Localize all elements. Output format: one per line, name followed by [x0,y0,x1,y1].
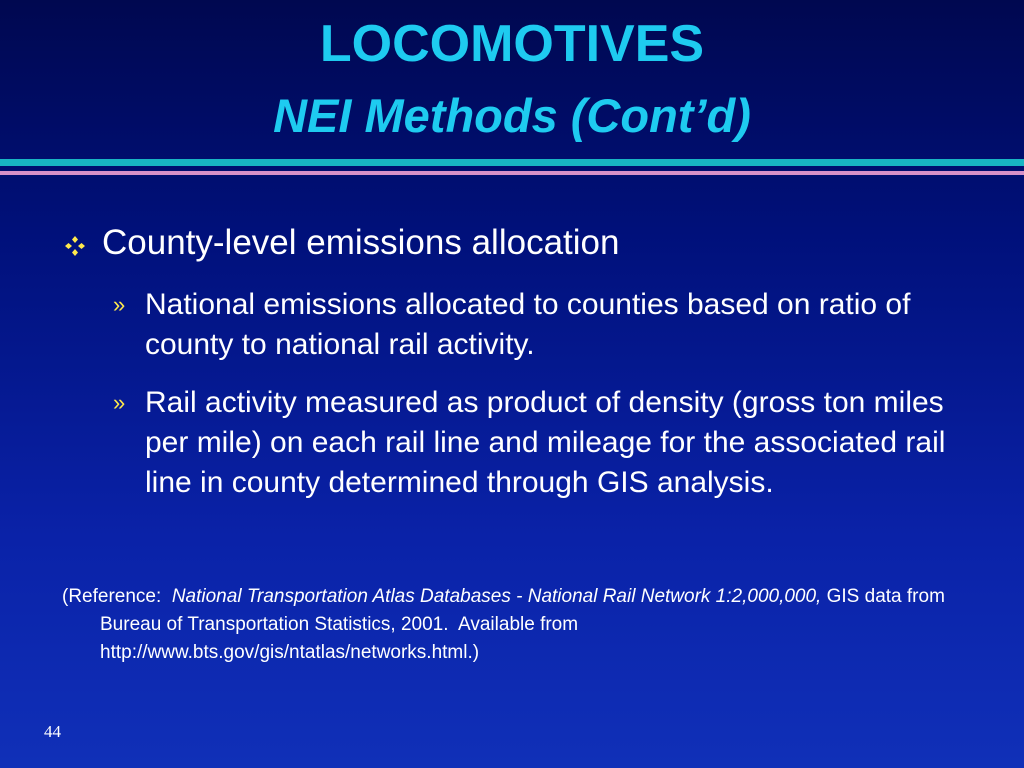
page-number: 44 [44,722,61,741]
sub-bullet-text-2: Rail activity measured as product of density (gross ton miles per mile) on each rail line and mileage for the associated rail line in county determined through GIS analysis. [145,386,946,499]
title-divider-pink [0,171,1024,175]
reference-prefix: (Reference: [62,586,172,607]
main-bullet-text: County-level emissions allocation [102,223,620,262]
sub-bullet-1 [113,285,953,365]
sub-bullet-2 [113,383,953,503]
reference-note [62,583,962,667]
sub-bullet-text-1: National emissions allocated to counties based on ratio of county to national rail activity. [145,288,911,361]
four-diamond-bullet-icon [64,235,86,257]
title-divider-teal [0,159,1024,166]
sub-bullet-marker-1: » [113,292,126,317]
reference-details: GIS data from Bureau of Transportation Statistics, 2001. Available from http://www.bts.gov/gis/ntatlas/networks.html.) [100,586,945,663]
sub-bullet-marker-2: » [113,390,126,415]
reference-source-title: National Transportation Atlas Databases - National Rail Network 1:2,000,000, [171,586,822,607]
slide-title: LOCOMOTIVES [319,15,705,73]
main-bullet [64,221,964,265]
slide-subtitle: NEI Methods (Cont’d) [273,89,751,142]
